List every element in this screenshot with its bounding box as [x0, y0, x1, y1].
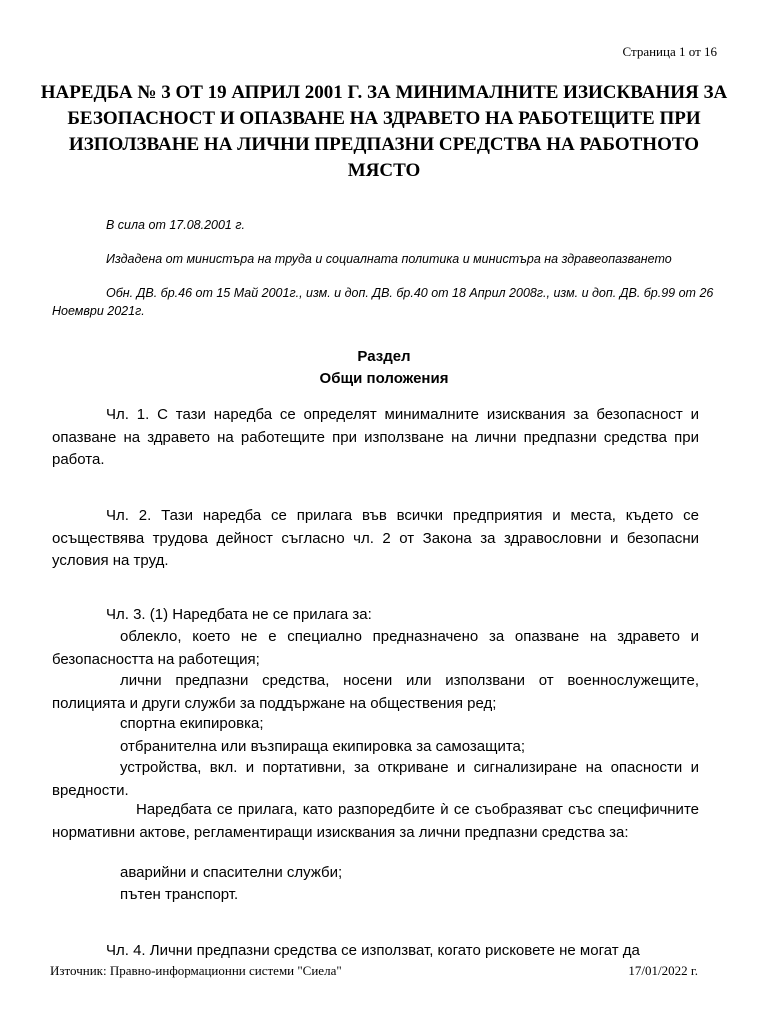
article-3-item-devices: устройства, вкл. и портативни, за откриване и сигнализиране на опасности и вредности.	[52, 759, 699, 799]
section-heading	[52, 346, 716, 390]
article-3-item-sports: спортна екипировка;	[120, 715, 264, 732]
article-3-item-military: лични предпазни средства, носени или използвани от военнослужещите, полицията и други служби за поддържане на обществения ред;	[52, 672, 699, 712]
section-label: Раздел	[357, 348, 411, 365]
footer-date: 17/01/2022 г.	[628, 963, 698, 978]
in-force-date: В сила от 17.08.2001 г.	[106, 218, 245, 232]
page-number: Страница 1 от 16	[622, 44, 717, 59]
section-title: Общи положения	[319, 370, 449, 387]
article-3-intro: Чл. 3. (1) Наредбата не се прилага за:	[106, 606, 372, 623]
issued-by: Издадена от министъра на труда и социалната политика и министъра на здравеопазването	[106, 252, 672, 266]
article-1: Чл. 1. С тази наредба се определят минималните изисквания за безопасност и опазване на здравето на работещите при използване на лични предпазни средства при работа.	[52, 406, 699, 468]
article-2: Чл. 2. Тази наредба се прилага във всички предприятия и места, където се осъществява трудова дейност съгласно чл. 2 от Закона за здравословни и безопасни условия на труд.	[52, 507, 699, 569]
article-4: Чл. 4. Лични предпазни средства се използват, когато рисковете не могат да	[106, 942, 640, 959]
article-3-item-clothing: облекло, което не е специално предназначено за опазване на здравето и безопасността на работещия;	[52, 628, 699, 668]
article-3-item-selfdefense: отбранителна или възпираща екипировка за самозащита;	[120, 738, 526, 755]
publication-info: Обн. ДВ. бр.46 от 15 Май 2001г., изм. и доп. ДВ. бр.40 от 18 Април 2008г., изм. и доп. ДВ. бр.99 от 26 Ноември 2021г.	[52, 286, 714, 318]
article-3-item-rescue: аварийни и спасителни служби;	[120, 864, 343, 881]
document-title: НАРЕДБА № 3 ОТ 19 АПРИЛ 2001 Г. ЗА МИНИМАЛНИТЕ ИЗИСКВАНИЯ ЗА БЕЗОПАСНОСТ И ОПАЗВАНЕ НА ЗДРАВЕТО НА РАБОТЕЩИТЕ ПРИ ИЗПОЛЗВАНЕ НА ЛИЧНИ ПРЕДПАЗНИ СРЕДСТВА НА РАБОТНОТО МЯСТО	[40, 82, 728, 181]
article-3-item-transport: пътен транспорт.	[120, 886, 239, 903]
article-3-applies: Наредбата се прилага, като разпоредбите ѝ се съобразяват със специфичните нормативни актове, регламентиращи изисквания за лични предпазни средства за:	[52, 801, 699, 841]
footer-source: Източник: Правно-информационни системи "Сиела"	[50, 963, 342, 978]
